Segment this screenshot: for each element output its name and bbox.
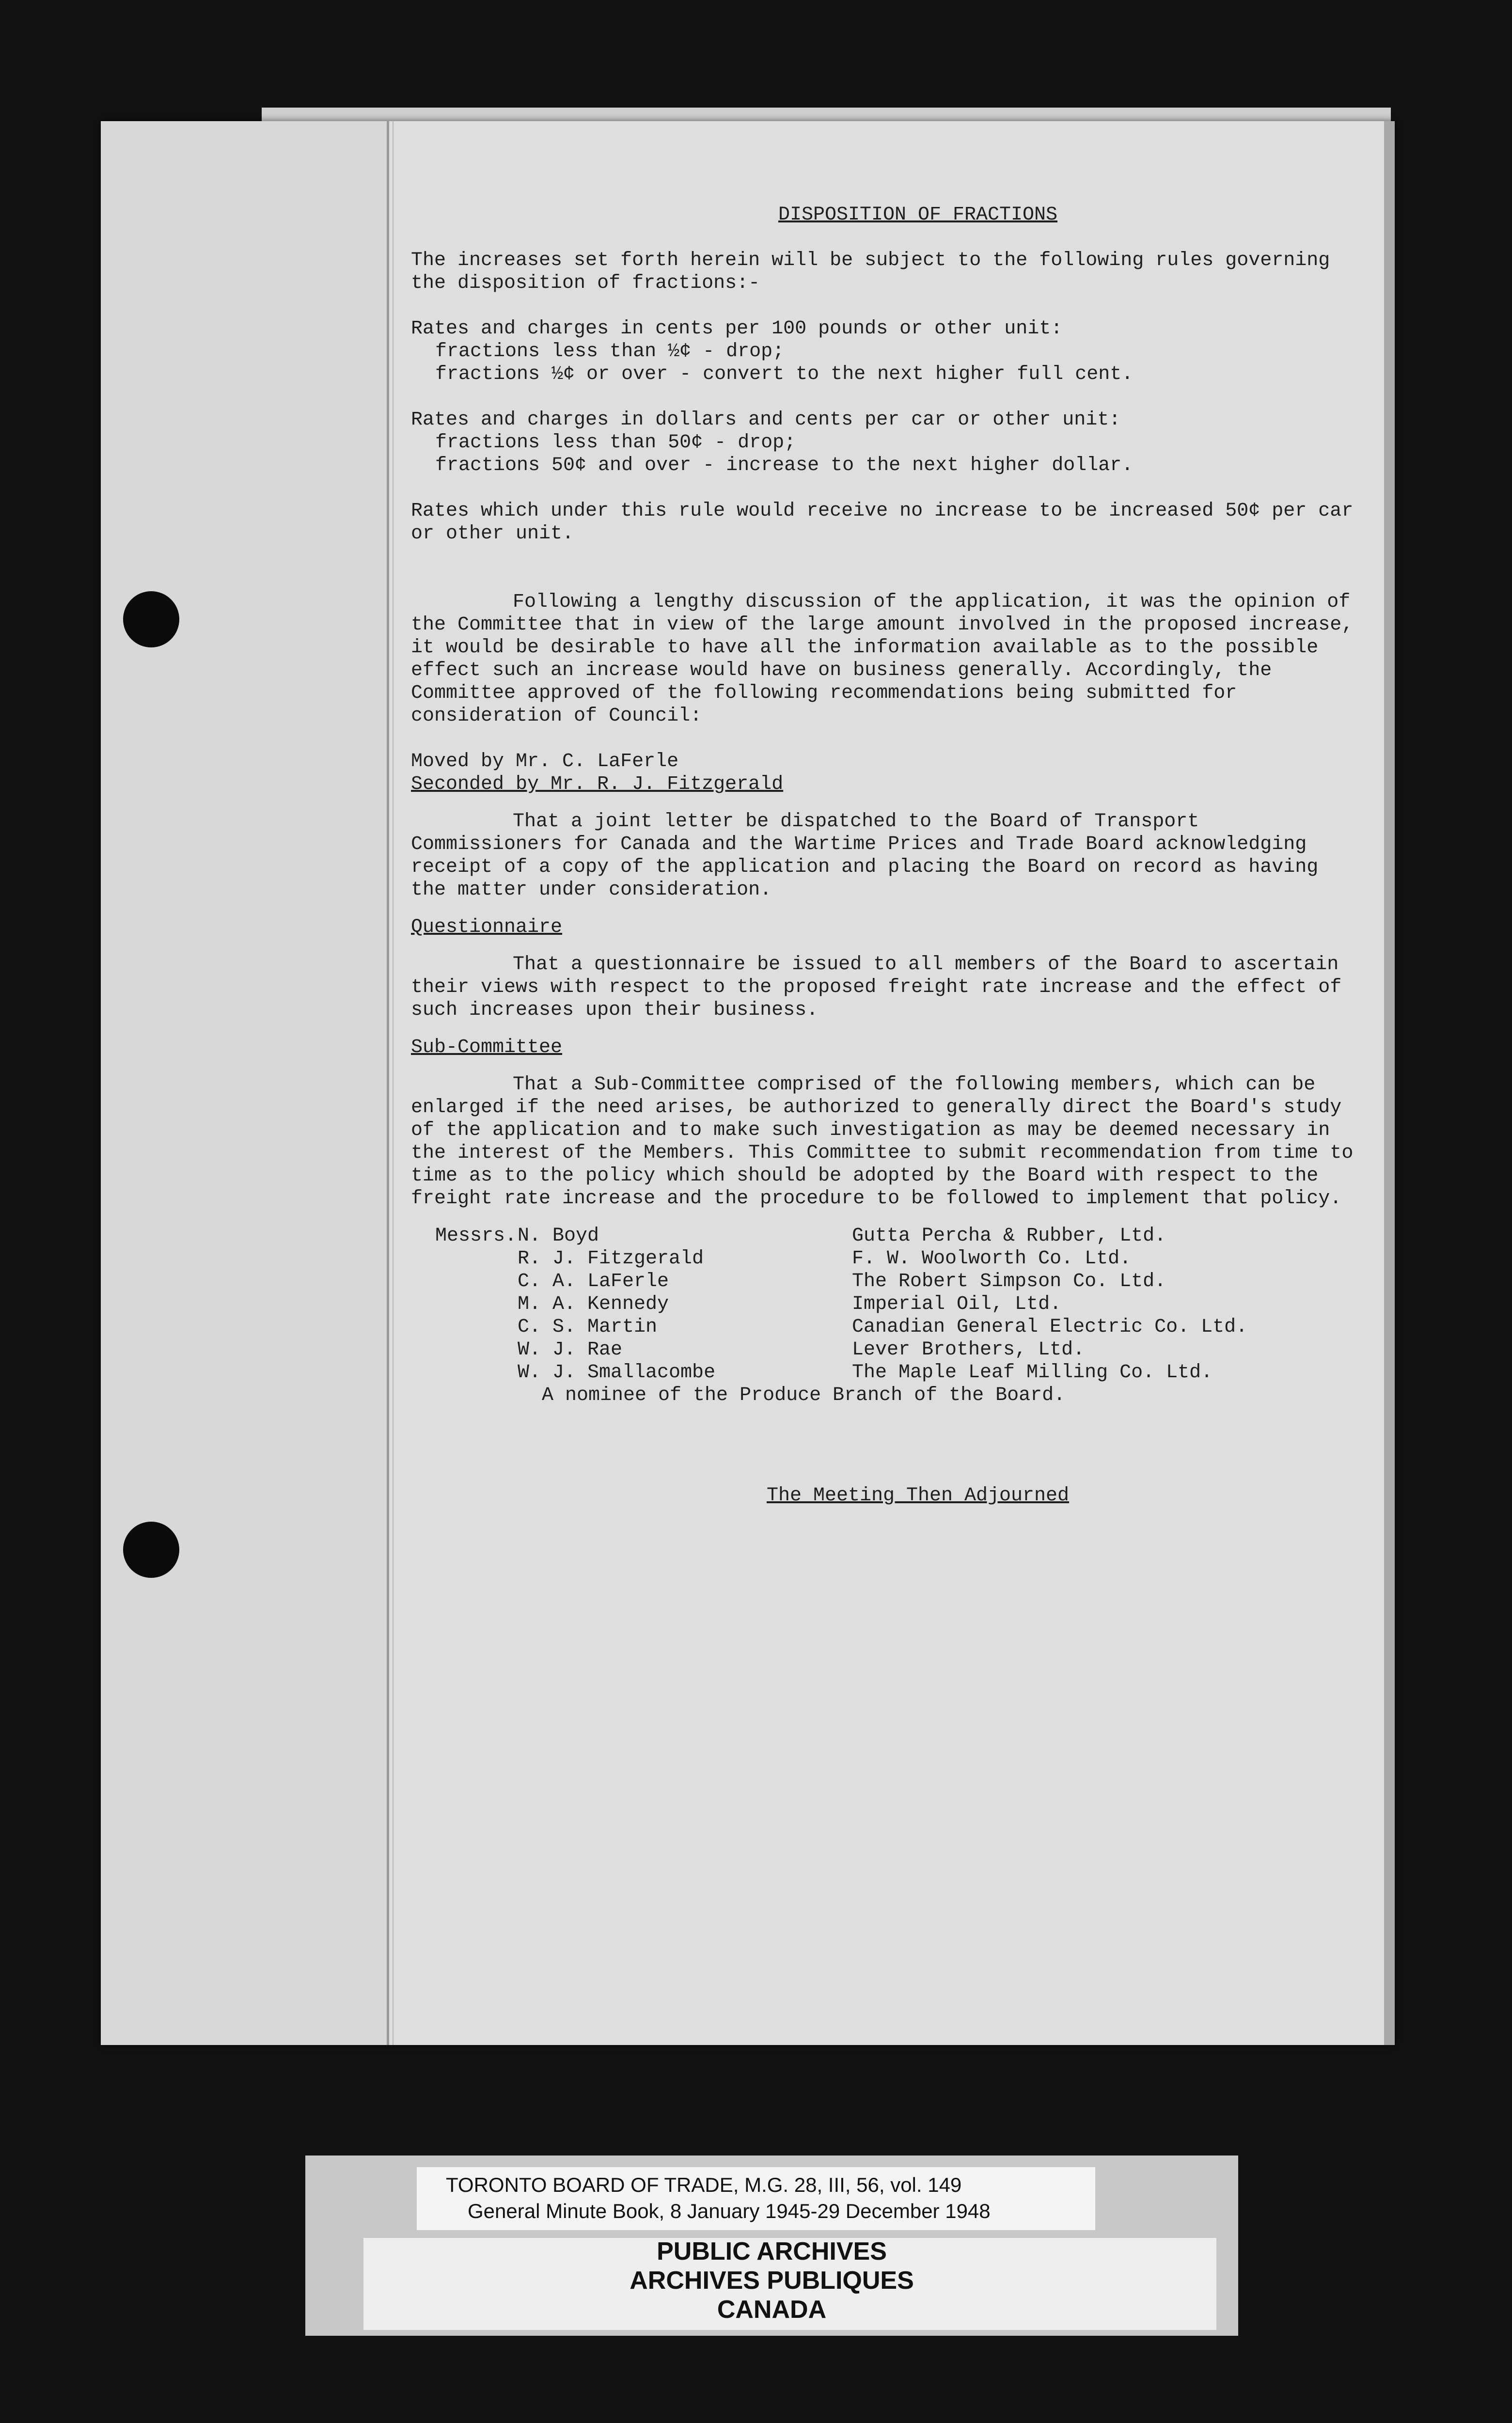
member-names [518, 1225, 852, 1384]
questionnaire-paragraph: That a questionnaire be issued to all members of the Board to ascertain their views with respect to the proposed freight rate increase and the effect of such increases upon their business. [411, 954, 1342, 1021]
nominee-line: A nominee of the Produce Branch of the Board. [542, 1385, 1066, 1406]
archive-stamp-line3: CANADA [717, 2296, 827, 2324]
moved-by: Moved by Mr. C. LaFerle [411, 751, 679, 772]
document-title: DISPOSITION OF FRACTIONS [778, 204, 1058, 226]
rule1-line2: fractions ½¢ or over - convert to the next higher full cent. [435, 363, 1134, 385]
rule2-heading: Rates and charges in dollars and cents per car or other unit: [411, 409, 1121, 431]
questionnaire-heading: Questionnaire [411, 916, 563, 938]
archive-stamp-line1: PUBLIC ARCHIVES [657, 2237, 887, 2266]
member-name: N. Boyd [518, 1225, 599, 1247]
archive-stamp [305, 2237, 1238, 2324]
rule2-line2: fractions 50¢ and over - increase to the next higher dollar. [435, 455, 1134, 476]
archive-stamp-line2: ARCHIVES PUBLIQUES [630, 2266, 914, 2295]
rule1-heading: Rates and charges in cents per 100 pounds or other unit: [411, 318, 1063, 340]
members-label: Messrs. [435, 1225, 517, 1247]
rule2-line1: fractions less than 50¢ - drop; [435, 432, 796, 454]
document-page [101, 121, 1395, 2045]
member-company: F. W. Woolworth Co. Ltd. [852, 1248, 1132, 1270]
discussion-paragraph: Following a lengthy discussion of the application, it was the opinion of the Committee that in view of the large amount involved in the proposed increase, it would be desirable to have all the information available as to the possible effect such an increase would have on business generally. Accordingly, the Committee approved of the following recommendations being submitted for consideration of Council: [411, 591, 1354, 727]
binding-margin [101, 121, 387, 2045]
member-name: W. J. Smallacombe [518, 1362, 716, 1384]
member-name: C. A. LaFerle [518, 1271, 669, 1292]
member-name: W. J. Rae [518, 1339, 623, 1361]
member-companies [852, 1225, 1247, 1384]
member-name: M. A. Kennedy [518, 1293, 669, 1315]
rule3-paragraph: Rates which under this rule would receive no increase to be increased 50¢ per car or other unit. [411, 500, 1354, 545]
subcommittee-paragraph: That a Sub-Committee comprised of the following members, which can be enlarged if the need arises, be authorized to generally direct the Board's study of the application and to make such investigation as may be deemed necessary in the interest of the Members. This Committee to submit recommendation from time to time as to the policy which should be adopted by the Board with respect to the freight rate increase and the procedure to be followed to implement that policy. [411, 1074, 1354, 1210]
punch-hole-icon [123, 1522, 179, 1578]
archive-reference-line1: TORONTO BOARD OF TRADE, M.G. 28, III, 56, vol. 149 [446, 2173, 962, 2196]
page-right-edge [1384, 121, 1395, 2045]
member-name: R. J. Fitzgerald [518, 1248, 704, 1270]
member-company: Lever Brothers, Ltd. [852, 1339, 1085, 1361]
member-name: C. S. Martin [518, 1316, 658, 1338]
fold-line-secondary [393, 121, 394, 2045]
archive-reference [417, 2167, 1095, 2230]
member-company: Canadian General Electric Co. Ltd. [852, 1316, 1248, 1338]
punch-hole-icon [123, 591, 179, 647]
intro-paragraph: The increases set forth herein will be subject to the following rules governing the disposition of fractions:- [411, 250, 1330, 294]
adjourned-line: The Meeting Then Adjourned [766, 1485, 1070, 1507]
motion-paragraph: That a joint letter be dispatched to the Board of Transport Commissioners for Canada and the Wartime Prices and Trade Board acknowledging receipt of a copy of the application and placing the Board on record as having the matter under consideration. [411, 811, 1319, 901]
members-list [411, 1225, 1361, 1384]
subcommittee-heading: Sub-Committee [411, 1037, 563, 1058]
member-company: Imperial Oil, Ltd. [852, 1293, 1062, 1315]
archive-label [305, 2156, 1238, 2336]
document-body [411, 204, 1361, 1507]
rule1-line1: fractions less than ½¢ - drop; [435, 341, 785, 362]
member-company: Gutta Percha & Rubber, Ltd. [852, 1225, 1166, 1247]
member-company: The Maple Leaf Milling Co. Ltd. [852, 1362, 1213, 1384]
seconded-by: Seconded by Mr. R. J. Fitzgerald [411, 773, 784, 795]
member-company: The Robert Simpson Co. Ltd. [852, 1271, 1166, 1292]
fold-line [387, 121, 389, 2045]
archive-reference-line2: General Minute Book, 8 January 1945-29 December 1948 [468, 2200, 991, 2222]
